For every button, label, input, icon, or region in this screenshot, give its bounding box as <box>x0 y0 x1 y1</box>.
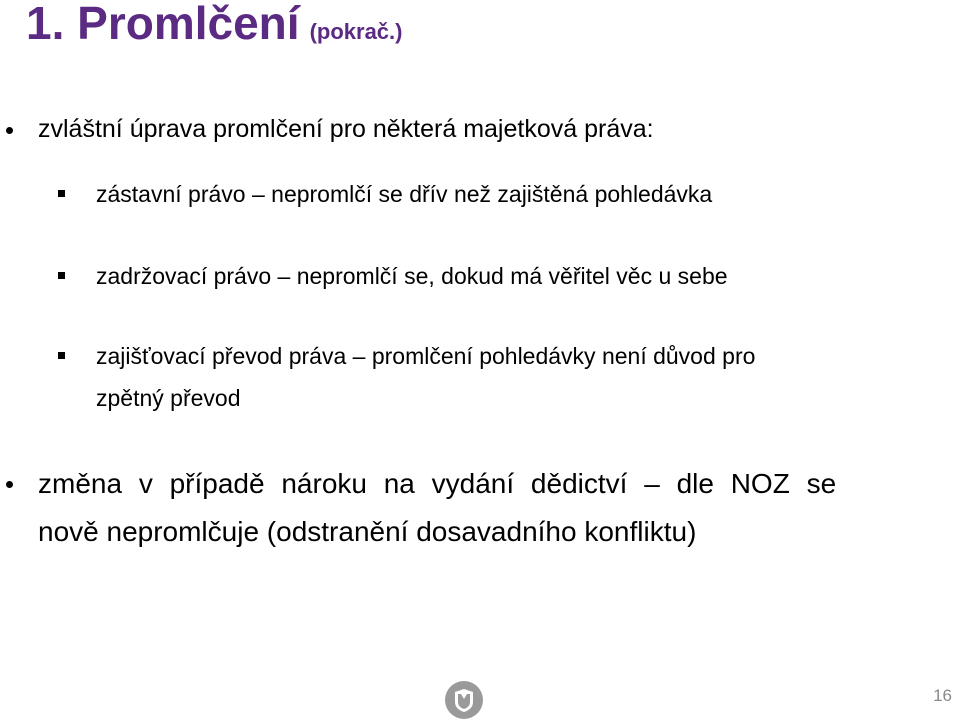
bullet-text: změna v případě nároku na vydání dědictví – dle NOZ se <box>38 468 837 499</box>
square-bullet-icon <box>58 352 65 359</box>
bullet-text: zvláštní úprava promlčení pro některá majetková práva: <box>38 115 654 143</box>
university-shield-logo-icon <box>444 680 484 720</box>
sub-bullet-text: zadržovací právo – nepromlčí se, dokud má věřitel věc u sebe <box>96 263 728 289</box>
sub-bullet-text: zajišťovací převod práva – promlčení pohledávky není důvod pro <box>96 343 756 369</box>
slide-title-main: 1. Promlčení <box>26 0 300 49</box>
slide-title-suffix: (pokrač.) <box>309 19 403 44</box>
sub-bullet-text: zástavní právo – nepromlčí se dřív než zajištěná pohledávka <box>96 181 713 207</box>
page-number: 16 <box>933 686 952 705</box>
round-bullet-icon <box>6 481 13 488</box>
round-bullet-icon <box>6 127 13 134</box>
bullet-text-continuation: nově nepromlčuje (odstranění dosavadního konfliktu) <box>38 516 697 547</box>
square-bullet-icon <box>58 272 65 279</box>
square-bullet-icon <box>58 190 65 197</box>
slide-title <box>26 0 403 49</box>
sub-bullet-text-continuation: zpětný převod <box>96 385 241 411</box>
